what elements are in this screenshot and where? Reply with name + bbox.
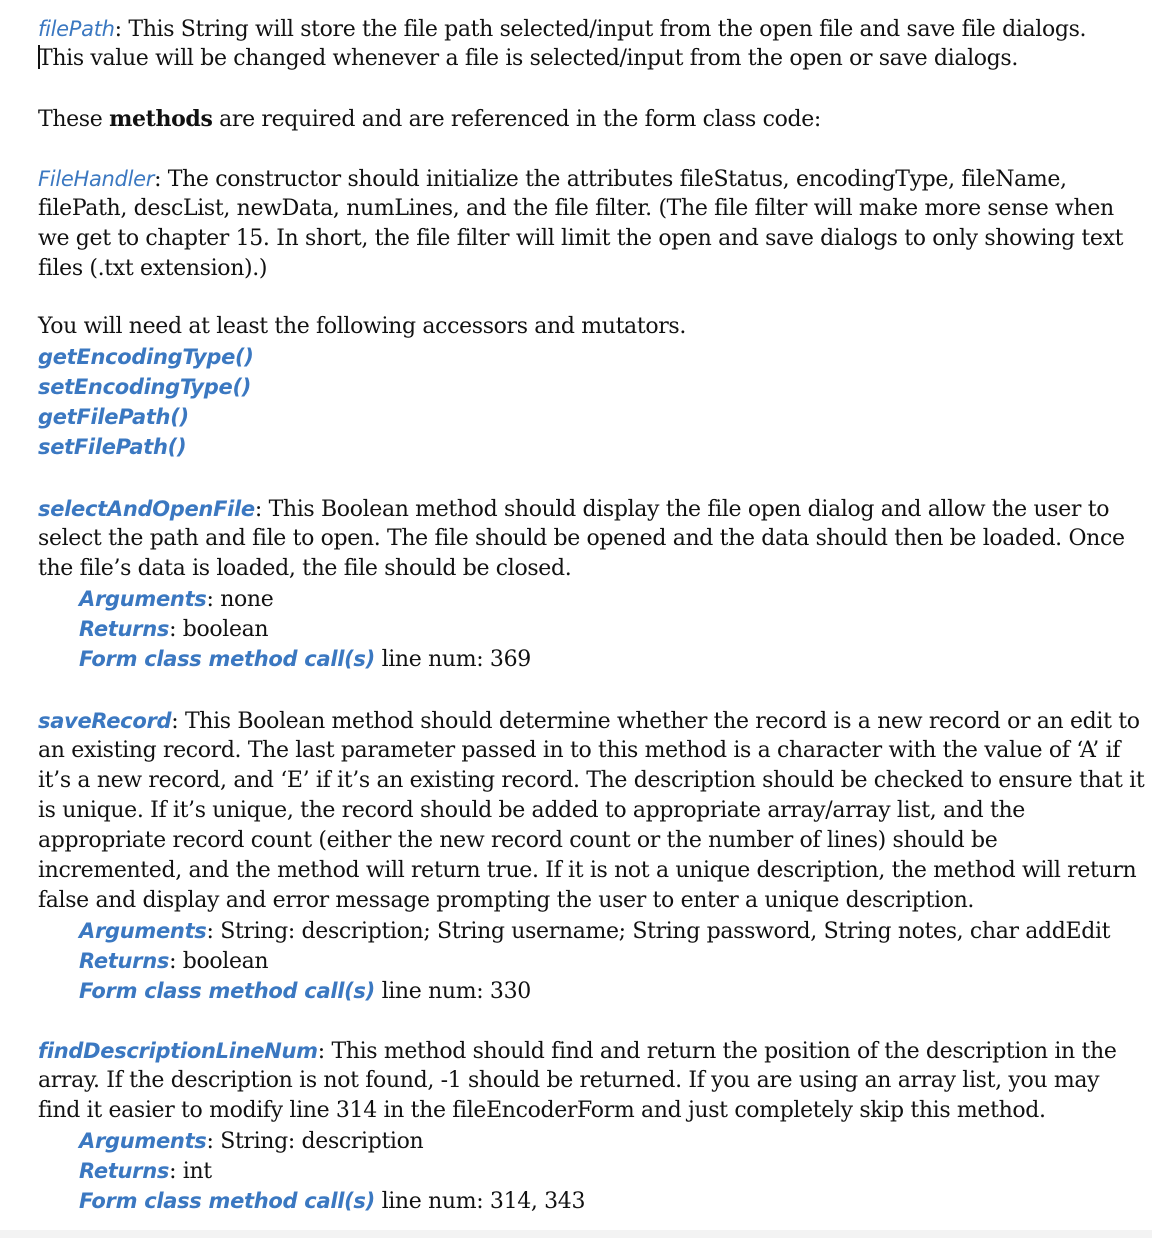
returns-label: Returns — [79, 949, 170, 973]
methods-intro-bold: methods — [109, 106, 213, 132]
filepath-line-2: This value will be changed whenever a file is selected/input from the open or save dialogs. — [38, 46, 1018, 71]
filehandler-line-2: filePath, descList, newData, numLines, and the file filter. (The file filter will make more sense when — [38, 196, 1114, 221]
term-finddescriptionlinenum: findDescriptionLineNum — [38, 1039, 318, 1063]
methods-intro-after: are required and are referenced in the form class code: — [212, 107, 821, 132]
methods-intro-before: These — [38, 107, 110, 132]
methods-intro — [38, 104, 1138, 134]
filehandler-line-1: : The constructor should initialize the attributes fileStatus, encodingType, fileName, — [154, 167, 1067, 192]
page-bottom-edge — [0, 1230, 1152, 1238]
term-filehandler: FileHandler — [38, 167, 155, 191]
call-value: line num: 314, 343 — [374, 1189, 586, 1214]
selectandopenfile-description — [38, 494, 1138, 674]
arguments-value: : String: description; String username; String password, String notes, char addEdit — [206, 919, 1111, 944]
accessor-item: getEncodingType() — [38, 345, 254, 369]
call-value: line num: 369 — [374, 647, 531, 672]
saverecord-description — [38, 706, 1145, 1006]
term-filepath: filePath — [38, 17, 115, 41]
filepath-line-1: : This String will store the file path selected/input from the open file and save file dialogs. — [114, 17, 1087, 42]
returns-value: : boolean — [169, 949, 269, 974]
call-value: line num: 330 — [374, 979, 531, 1004]
save-line-3: it’s a new record, and ‘E’ if it’s an existing record. The description should be checked to ensure that it — [38, 768, 1145, 793]
arguments-label: Arguments — [79, 587, 207, 611]
finddescriptionlinenum-description — [38, 1036, 1138, 1216]
call-label: Form class method call(s) — [79, 647, 375, 671]
accessors-list — [38, 312, 1138, 462]
save-line-4: is unique. If it’s unique, the record should be added to appropriate array/array list, and the — [38, 798, 1025, 823]
find-line-3: find it easier to modify line 314 in the fileEncoderForm and just completely skip this method. — [38, 1098, 1046, 1123]
accessor-item: setFilePath() — [38, 435, 187, 459]
save-line-5: appropriate record count (either the new record count or the number of lines) should be — [38, 828, 998, 853]
save-line-6: incremented, and the method will return true. If it is not a unique description, the method will return — [38, 858, 1137, 883]
find-line-2: array. If the description is not found, -1 should be returned. If you are using an array list, you may — [38, 1068, 1100, 1093]
returns-value: : int — [169, 1159, 212, 1184]
select-line-3: the file’s data is loaded, the file should be closed. — [38, 556, 572, 581]
select-line-1: : This Boolean method should display the file open dialog and allow the user to — [254, 497, 1110, 522]
call-label: Form class method call(s) — [79, 979, 375, 1003]
save-line-1: : This Boolean method should determine whether the record is a new record or an edit to — [171, 709, 1140, 734]
filehandler-line-4: files (.txt extension).) — [38, 256, 268, 281]
accessor-item: getFilePath() — [38, 405, 189, 429]
save-line-7: false and display and error message prompting the user to enter a unique description. — [38, 888, 975, 913]
filehandler-description — [38, 164, 1138, 284]
filepath-description — [38, 14, 1138, 74]
term-saverecord: saveRecord — [38, 709, 172, 733]
find-line-1: : This method should find and return the position of the description in the — [317, 1039, 1117, 1064]
save-line-2: an existing record. The last parameter passed in to this method is a character with the value of ‘A’ if — [38, 738, 1121, 763]
accessors-intro: You will need at least the following accessors and mutators. — [38, 314, 686, 339]
accessor-item: setEncodingType() — [38, 375, 252, 399]
returns-value: : boolean — [169, 617, 269, 642]
arguments-label: Arguments — [79, 1129, 207, 1153]
call-label: Form class method call(s) — [79, 1189, 375, 1213]
arguments-value: : String: description — [206, 1129, 424, 1154]
arguments-label: Arguments — [79, 919, 207, 943]
arguments-value: : none — [206, 587, 274, 612]
select-line-2: select the path and file to open. The file should be opened and the data should then be loaded. Once — [38, 526, 1125, 551]
filehandler-line-3: we get to chapter 15. In short, the file filter will limit the open and save dialogs to only showing text — [38, 226, 1124, 251]
returns-label: Returns — [79, 1159, 170, 1183]
returns-label: Returns — [79, 617, 170, 641]
term-selectandopenfile: selectAndOpenFile — [38, 497, 255, 521]
